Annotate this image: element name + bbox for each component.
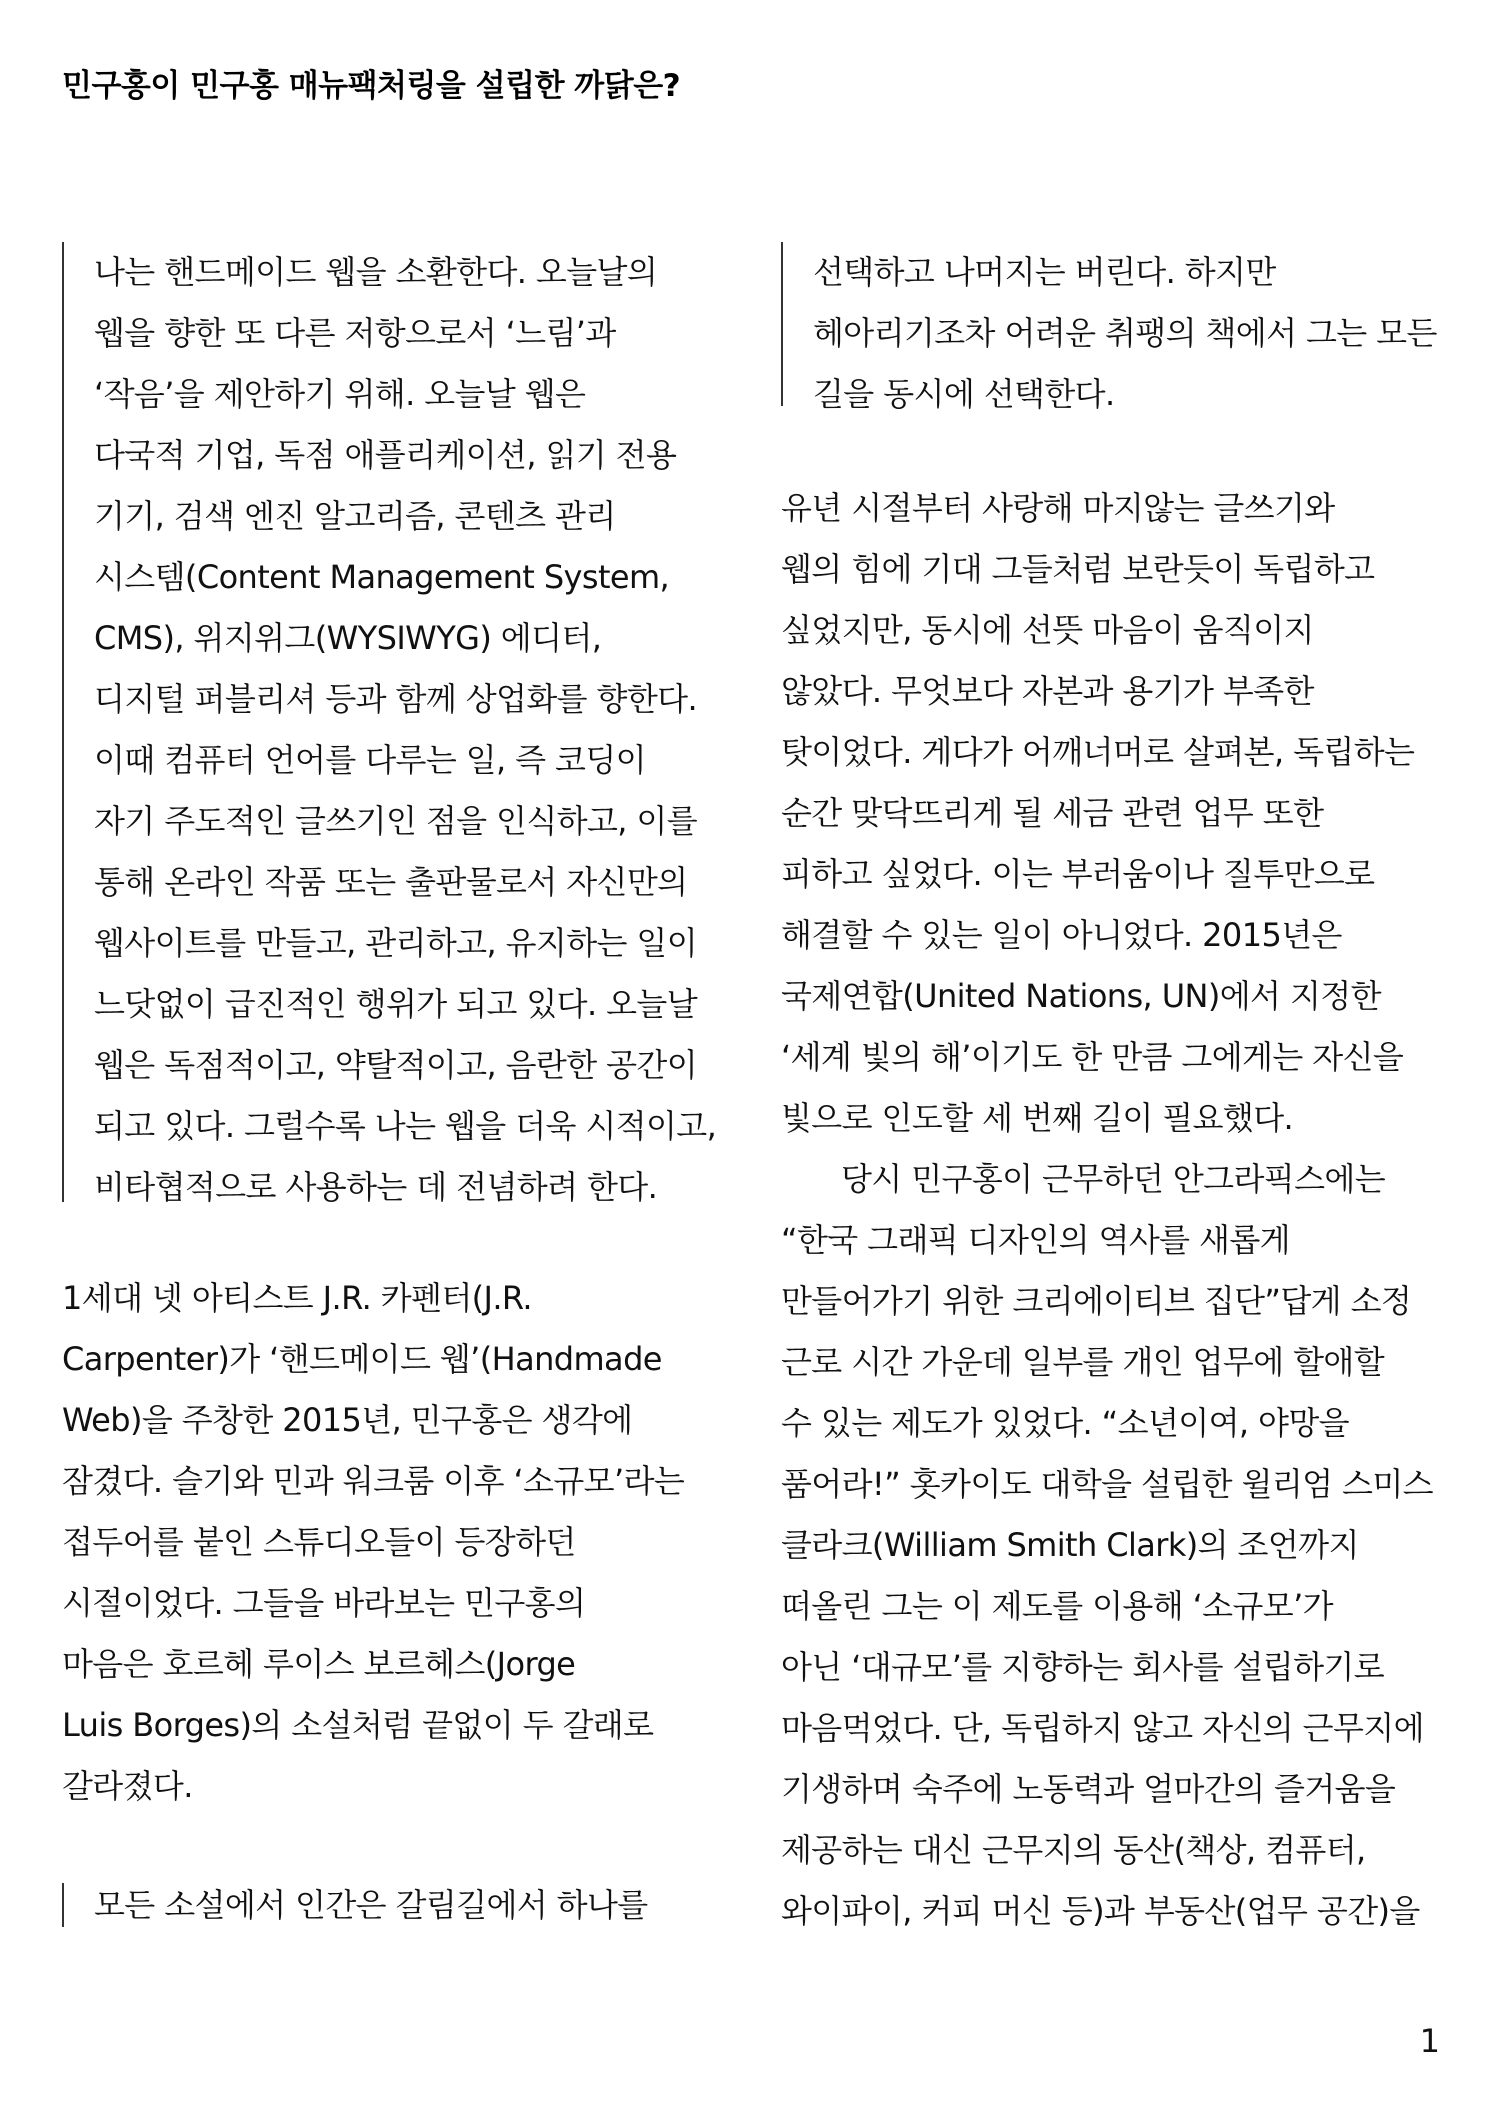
paragraph-line: Web)을 주창한 2015년, 민구홍은 생각에: [62, 1401, 633, 1439]
paragraph-line: 해결할 수 있는 일이 아니었다. 2015년은: [781, 916, 1342, 954]
quote-line: 통해 온라인 작품 또는 출판물로서 자신만의: [94, 863, 688, 901]
paragraph-line: 떠올린 그는 이 제도를 이용해 ‘소규모’가: [781, 1587, 1333, 1625]
paragraph-line: Luis Borges)의 소설처럼 끝없이 두 갈래로: [62, 1706, 654, 1744]
paragraph-line: 탓이었다. 게다가 어깨너머로 살펴본, 독립하는: [781, 733, 1415, 771]
paragraph-line: 않았다. 무엇보다 자본과 용기가 부족한: [781, 672, 1314, 710]
quote-line: 비타협적으로 사용하는 데 전념하려 한다.: [94, 1168, 658, 1206]
quote-line: 헤아리기조차 어려운 취팽의 책에서 그는 모든: [813, 314, 1437, 352]
paragraph-line: ‘세계 빛의 해’이기도 한 만큼 그에게는 자신을: [781, 1038, 1404, 1076]
quote-line: 다국적 기업, 독점 애플리케이션, 읽기 전용: [94, 436, 677, 474]
page-number: 1: [1419, 2022, 1440, 2060]
paragraph-line: 순간 맞닥뜨리게 될 세금 관련 업무 또한: [781, 794, 1324, 832]
quote-line: 웹을 향한 또 다른 저항으로서 ‘느림’과: [94, 314, 616, 352]
quote-line: CMS), 위지위그(WYSIWYG) 에디터,: [94, 619, 602, 657]
paragraph-line: 품어라!” 홋카이도 대학을 설립한 윌리엄 스미스: [781, 1465, 1433, 1503]
paragraph-line: 당시 민구홍이 근무하던 안그라픽스에는: [841, 1160, 1386, 1198]
quote-line: 나는 핸드메이드 웹을 소환한다. 오늘날의: [94, 253, 658, 291]
paragraph-line: 아닌 ‘대규모’를 지향하는 회사를 설립하기로: [781, 1648, 1385, 1686]
paragraph-line: Carpenter)가 ‘핸드메이드 웹’(Handmade: [62, 1340, 662, 1378]
quote-line: 기기, 검색 엔진 알고리즘, 콘텐츠 관리: [94, 497, 616, 535]
quote-line: 자기 주도적인 글쓰기인 점을 인식하고, 이를: [94, 802, 698, 840]
quote-line: 이때 컴퓨터 언어를 다루는 일, 즉 코딩이: [94, 741, 646, 779]
paragraph-line: 국제연합(United Nations, UN)에서 지정한: [781, 977, 1381, 1015]
paragraph-line: 마음먹었다. 단, 독립하지 않고 자신의 근무지에: [781, 1709, 1424, 1747]
block-quote-borges: [62, 1883, 754, 1927]
paragraph-line: 수 있는 제도가 있었다. “소년이여, 야망을: [781, 1404, 1349, 1442]
paragraph-line: 기생하며 숙주에 노동력과 얼마간의 즐거움을: [781, 1770, 1396, 1808]
paragraph-line: 싶었지만, 동시에 선뜻 마음이 움직이지: [781, 611, 1314, 649]
paragraph-line: 마음은 호르헤 루이스 보르헤스(Jorge: [62, 1645, 576, 1683]
paragraph-line: 1세대 넷 아티스트 J.R. 카펜터(J.R.: [62, 1279, 533, 1317]
paragraph-line: 근로 시간 가운데 일부를 개인 업무에 할애할: [781, 1343, 1385, 1381]
quote-line: 웹은 독점적이고, 약탈적이고, 음란한 공간이: [94, 1046, 698, 1084]
paragraph-line: 피하고 싶었다. 이는 부러움이나 질투만으로: [781, 855, 1375, 893]
quote-line: 웹사이트를 만들고, 관리하고, 유지하는 일이: [94, 924, 698, 962]
quote-line: 모든 소설에서 인간은 갈림길에서 하나를: [94, 1886, 648, 1924]
quote-line: 시스템(Content Management System,: [94, 558, 670, 596]
quote-line: 길을 동시에 선택한다.: [813, 375, 1115, 413]
quote-line: ‘작음’을 제안하기 위해. 오늘날 웹은: [94, 375, 586, 413]
quote-line: 되고 있다. 그럴수록 나는 웹을 더욱 시적이고,: [94, 1107, 717, 1145]
paragraph-line: 와이파이, 커피 머신 등)과 부동산(업무 공간)을: [781, 1892, 1420, 1930]
paragraph-line: 접두어를 붙인 스튜디오들이 등장하던: [62, 1523, 576, 1561]
paragraph-line: 유년 시절부터 사랑해 마지않는 글쓰기와: [781, 489, 1335, 527]
page-title: 민구홍이 민구홍 매뉴팩처링을 설립한 까닭은?: [62, 68, 681, 104]
paragraph-line: 갈라졌다.: [62, 1767, 193, 1805]
quote-line: 선택하고 나머지는 버린다. 하지만: [813, 253, 1276, 291]
paragraph-line: 시절이었다. 그들을 바라보는 민구홍의: [62, 1584, 586, 1622]
paragraph-line: 클라크(William Smith Clark)의 조언까지: [781, 1526, 1359, 1564]
quote-line: 느닷없이 급진적인 행위가 되고 있다. 오늘날: [94, 985, 698, 1023]
block-quote-handmade-web: [62, 242, 754, 1206]
paragraph-line: 잠겼다. 슬기와 민과 워크룸 이후 ‘소규모’라는: [62, 1462, 685, 1500]
paragraph-line: 만들어가기 위한 크리에이티브 집단”답게 소정: [781, 1282, 1412, 1320]
paragraph-line: 제공하는 대신 근무지의 동산(책상, 컴퓨터,: [781, 1831, 1366, 1869]
paragraph-line: 웹의 힘에 기대 그들처럼 보란듯이 독립하고: [781, 550, 1375, 588]
quote-line: 디지털 퍼블리셔 등과 함께 상업화를 향한다.: [94, 680, 698, 718]
paragraph-line: 빛으로 인도할 세 번째 길이 필요했다.: [781, 1099, 1294, 1137]
paragraph-line: “한국 그래픽 디자인의 역사를 새롭게: [781, 1221, 1290, 1259]
block-quote-borges-continued: [781, 242, 1473, 413]
